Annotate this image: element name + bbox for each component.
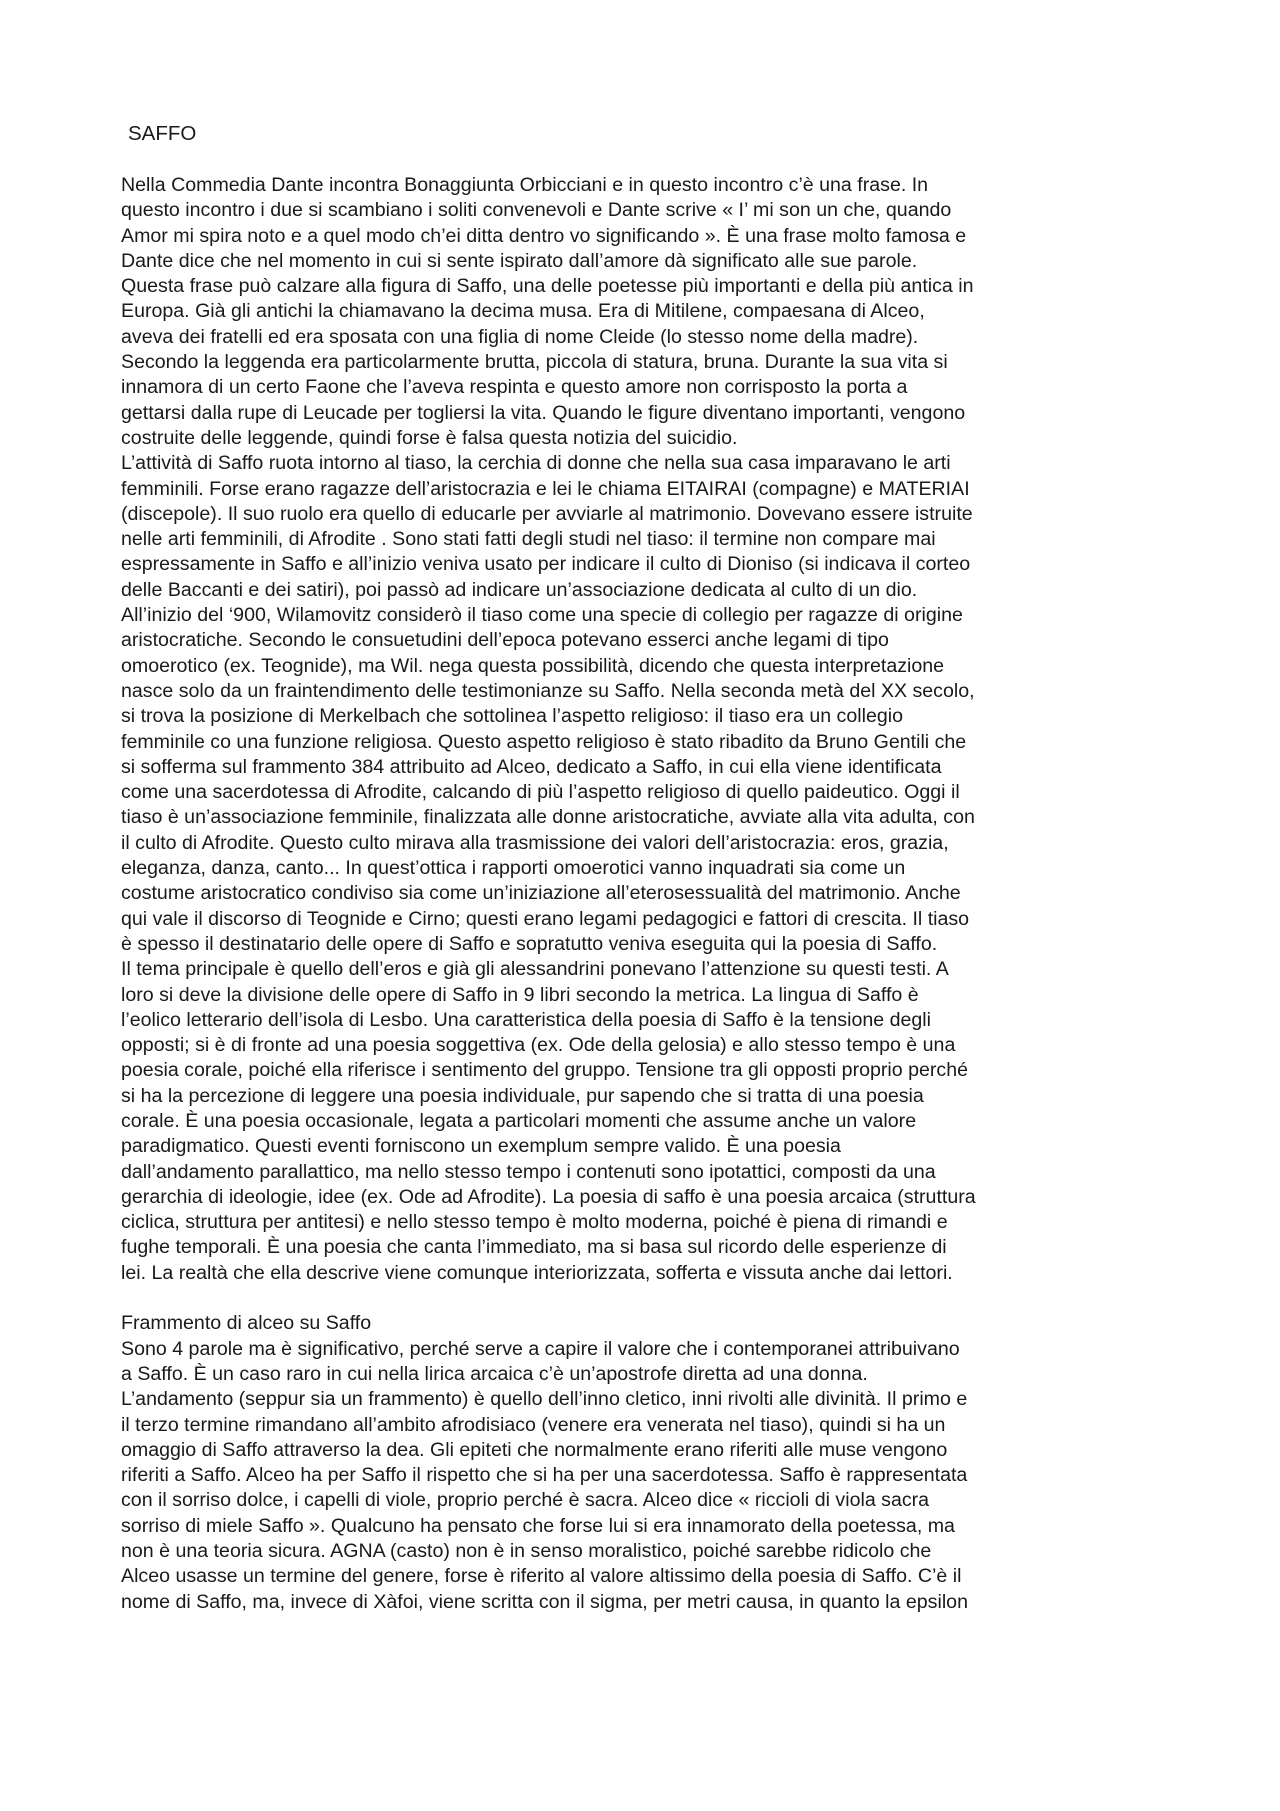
text-line: lei. La realtà che ella descrive viene comunque interiorizzata, sofferta e vissuta anche dai lettori. [121, 1261, 953, 1284]
section-heading: Frammento di alceo su Saffo [121, 1312, 372, 1335]
text-line: delle Baccanti e dei satiri), poi passò ad indicare un’associazione dedicata al culto di un dio. [121, 578, 918, 601]
text-line: All’inizio del ‘900, Wilamovitz considerò il tiaso come una specie di collegio per ragazze di origine [121, 604, 963, 627]
text-line: è spesso il destinatario delle opere di Saffo e sopratutto veniva eseguita qui la poesia di Saffo. [121, 932, 938, 955]
text-line: qui vale il discorso di Teognide e Cirno; questi erano legami pedagogici e fattori di crescita. Il tiaso [121, 907, 970, 930]
text-line: Questa frase può calzare alla figura di Saffo, una delle poetesse più importanti e della più antica in [121, 275, 974, 298]
text-line: Secondo la leggenda era particolarmente brutta, piccola di statura, bruna. Durante la sua vita si [121, 351, 948, 374]
document-title: SAFFO [128, 122, 197, 145]
text-line: tiaso è un’associazione femminile, finalizzata alle donne aristocratiche, avviate alla vita adulta, con [121, 806, 975, 829]
text-line: si sofferma sul frammento 384 attribuito ad Alceo, dedicato a Saffo, in cui ella viene identificata [121, 755, 942, 778]
text-line: il terzo termine rimandano all’ambito afrodisiaco (venere era venerata nel tiaso), quindi si ha un [121, 1413, 946, 1436]
text-line: Amor mi spira noto e a quel modo ch’ei ditta dentro vo significando ». È una frase molto famosa e [121, 224, 967, 247]
text-line: paradigmatico. Questi eventi forniscono un exemplum sempre valido. È una poesia [121, 1135, 841, 1158]
text-line: Alceo usasse un termine del genere, forse è riferito al valore altissimo della poesia di Saffo. C’è il [121, 1565, 962, 1588]
text-line: L’andamento (seppur sia un frammento) è quello dell’inno cletico, inni rivolti alle divinità. Il primo e [121, 1388, 968, 1411]
text-line: si ha la percezione di leggere una poesia individuale, pur sapendo che si tratta di una poesia [121, 1084, 924, 1107]
text-line: gettarsi dalla rupe di Leucade per togliersi la vita. Quando le figure diventano importanti, vengono [121, 401, 966, 424]
text-line: nelle arti femminili, di Afrodite . Sono stati fatti degli studi nel tiaso: il termine non compare mai [121, 528, 936, 551]
text-line: innamora di un certo Faone che l’aveva respinta e questo amore non corrisposto la porta a [121, 376, 908, 399]
text-line: gerarchia di ideologie, idee (ex. Ode ad Afrodite). La poesia di saffo è una poesia arcaica (struttura [121, 1185, 976, 1208]
text-line: come una sacerdotessa di Afrodite, calcando di più l’aspetto religioso di quello paideutico. Oggi il [121, 781, 960, 804]
text-line: il culto di Afrodite. Questo culto mirava alla trasmissione dei valori dell’aristocrazia: eros, grazia, [121, 831, 949, 854]
text-line: fughe temporali. È una poesia che canta l’immediato, ma si basa sul ricordo delle esperienze di [121, 1236, 947, 1259]
text-line: con il sorriso dolce, i capelli di viole, proprio perché è sacra. Alceo dice « riccioli di viola sacra [121, 1489, 930, 1512]
text-line: nome di Saffo, ma, invece di Xàfoi, viene scritta con il sigma, per metri causa, in quanto la epsilon [121, 1590, 968, 1613]
text-line: nasce solo da un fraintendimento delle testimonianze su Saffo. Nella seconda metà del XX secolo, [121, 679, 975, 702]
text-line: aristocratiche. Secondo le consuetudini dell’epoca potevano esserci anche legami di tipo [121, 629, 889, 652]
text-line: l’eolico letterario dell’isola di Lesbo. Una caratteristica della poesia di Saffo è la tensione degli [121, 1008, 931, 1031]
text-line: a Saffo. È un caso raro in cui nella lirica arcaica c’è un’apostrofe diretta ad una donna. [121, 1362, 868, 1385]
text-line: Europa. Già gli antichi la chiamavano la decima musa. Era di Mitilene, compaesana di Alceo, [121, 300, 925, 323]
text-line: dall’andamento parallattico, ma nello stesso tempo i contenuti sono ipotattici, composti da una [121, 1160, 936, 1183]
document-body [121, 173, 1171, 1615]
text-line: Il tema principale è quello dell’eros e già gli alessandrini ponevano l’attenzione su questi testi. A [121, 958, 949, 981]
text-line: loro si deve la divisione delle opere di Saffo in 9 libri secondo la metrica. La lingua di Saffo è [121, 983, 919, 1006]
text-line: non è una teoria sicura. AGNA (casto) non è in senso moralistico, poiché sarebbe ridicolo che [121, 1540, 932, 1563]
text-line: ciclica, struttura per antitesi) e nello stesso tempo è molto moderna, poiché è piena di rimandi e [121, 1211, 948, 1234]
text-line: poesia corale, poiché ella riferisce i sentimento del gruppo. Tensione tra gli opposti proprio perché [121, 1059, 969, 1082]
text-line: riferiti a Saffo. Alceo ha per Saffo il rispetto che si ha per una sacerdotessa. Saffo è rappresentata [121, 1464, 968, 1487]
text-line: L’attività di Saffo ruota intorno al tiaso, la cerchia di donne che nella sua casa imparavano le arti [121, 452, 951, 475]
text-line: corale. È una poesia occasionale, legata a particolari momenti che assume anche un valore [121, 1109, 917, 1132]
text-line: Dante dice che nel momento in cui si sente ispirato dall’amore dà significato alle sue parole. [121, 249, 918, 272]
text-line: Sono 4 parole ma è significativo, perché serve a capire il valore che i contemporanei attribuivano [121, 1337, 960, 1360]
text-line: opposti; si è di fronte ad una poesia soggettiva (ex. Ode della gelosia) e allo stesso tempo è una [121, 1034, 956, 1057]
text-line: costruite delle leggende, quindi forse è falsa questa notizia del suicidio. [121, 426, 738, 449]
text-line: femminile co una funzione religiosa. Questo aspetto religioso è stato ribadito da Bruno Gentili che [121, 730, 967, 753]
text-line: aveva dei fratelli ed era sposata con una figlia di nome Cleide (lo stesso nome della madre). [121, 325, 919, 348]
text-line: omaggio di Saffo attraverso la dea. Gli epiteti che normalmente erano riferiti alle muse vengono [121, 1438, 948, 1461]
text-line: eleganza, danza, canto... In quest’ottica i rapporti omoerotici vanno inquadrati sia come un [121, 857, 906, 880]
text-line: espressamente in Saffo e all’inizio veniva usato per indicare il culto di Dioniso (si indicava il corteo [121, 553, 971, 576]
text-line: omoerotico (ex. Teognide), ma Wil. nega questa possibilità, dicendo che questa interpretazione [121, 654, 945, 677]
text-line: questo incontro i due si scambiano i soliti convenevoli e Dante scrive « I’ mi son un che, quando [121, 199, 952, 222]
text-line: femminili. Forse erano ragazze dell’aristocrazia e lei le chiama EITAIRAI (compagne) e MATERIAI [121, 477, 970, 500]
text-line: Nella Commedia Dante incontra Bonaggiunta Orbicciani e in questo incontro c’è una frase. In [121, 174, 929, 196]
text-line: sorriso di miele Saffo ». Qualcuno ha pensato che forse lui si era innamorato della poetessa, ma [121, 1514, 955, 1537]
paragraph-gap [121, 1286, 1171, 1311]
text-line: si trova la posizione di Merkelbach che sottolinea l’aspetto religioso: il tiaso era un collegio [121, 705, 903, 728]
text-line: costume aristocratico condiviso sia come un’iniziazione all’eterosessualità del matrimonio. Anche [121, 882, 961, 905]
text-line: (discepole). Il suo ruolo era quello di educarle per avviarle al matrimonio. Dovevano essere istruite [121, 502, 973, 525]
